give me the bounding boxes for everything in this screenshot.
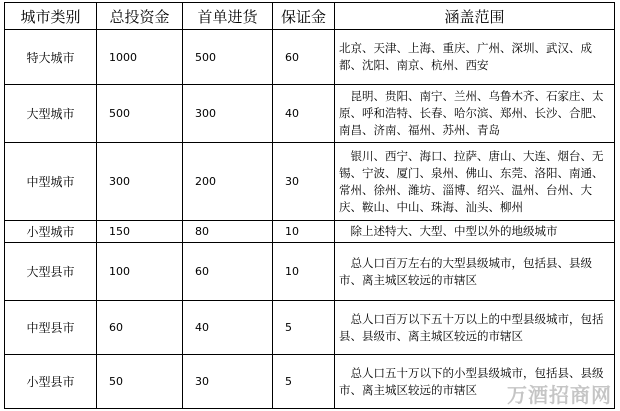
investment-cell: 150 xyxy=(97,221,183,243)
city-type-cell: 特大城市 xyxy=(5,30,97,85)
header-city-type: 城市类别 xyxy=(5,3,97,30)
first-order-cell: 30 xyxy=(183,355,273,409)
table-row xyxy=(5,243,615,301)
table-row xyxy=(5,143,615,221)
investment-cell: 500 xyxy=(97,85,183,143)
investment-cell: 60 xyxy=(97,301,183,355)
table-row xyxy=(5,301,615,355)
header-deposit: 保证金 xyxy=(273,3,335,30)
coverage-cell: 北京、天津、上海、重庆、广州、深圳、武汉、成都、沈阳、南京、杭州、西安 xyxy=(335,30,615,85)
deposit-cell: 10 xyxy=(273,221,335,243)
table-row xyxy=(5,85,615,143)
investment-cell: 100 xyxy=(97,243,183,301)
deposit-cell: 5 xyxy=(273,355,335,409)
deposit-cell: 10 xyxy=(273,243,335,301)
city-type-cell: 小型城市 xyxy=(5,221,97,243)
deposit-cell: 5 xyxy=(273,301,335,355)
coverage-cell: 除上述特大、大型、中型以外的地级城市 xyxy=(335,221,615,243)
coverage-cell: 昆明、贵阳、南宁、兰州、乌鲁木齐、石家庄、太原、呼和浩特、长春、哈尔滨、郑州、长沙、合肥、南昌、济南、福州、苏州、青岛 xyxy=(335,85,615,143)
first-order-cell: 60 xyxy=(183,243,273,301)
city-type-cell: 大型县市 xyxy=(5,243,97,301)
city-type-cell: 中型城市 xyxy=(5,143,97,221)
investment-cell: 50 xyxy=(97,355,183,409)
watermark: 万酒招商网 xyxy=(507,383,612,407)
investment-cell: 1000 xyxy=(97,30,183,85)
city-type-cell: 中型县市 xyxy=(5,301,97,355)
header-total-investment: 总投资金 xyxy=(97,3,183,30)
deposit-cell: 30 xyxy=(273,143,335,221)
table-row xyxy=(5,221,615,243)
coverage-cell: 总人口百万左右的大型县级城市，包括县、县级市、离主城区较远的市辖区 xyxy=(335,243,615,301)
first-order-cell: 500 xyxy=(183,30,273,85)
city-type-cell: 小型县市 xyxy=(5,355,97,409)
deposit-cell: 60 xyxy=(273,30,335,85)
header-row xyxy=(5,3,615,30)
header-first-order: 首单进货 xyxy=(183,3,273,30)
deposit-cell: 40 xyxy=(273,85,335,143)
header-coverage: 涵盖范围 xyxy=(335,3,615,30)
coverage-cell: 总人口百万以下五十万以上的中型县级城市，包括县、县级市、离主城区较远的市辖区 xyxy=(335,301,615,355)
table-row xyxy=(5,30,615,85)
first-order-cell: 200 xyxy=(183,143,273,221)
coverage-cell: 总人口五十万以下的小型县级城市，包括县、县级市、离主城区较远的市辖区 xyxy=(335,355,615,409)
first-order-cell: 80 xyxy=(183,221,273,243)
first-order-cell: 40 xyxy=(183,301,273,355)
first-order-cell: 300 xyxy=(183,85,273,143)
coverage-cell: 银川、西宁、海口、拉萨、唐山、大连、烟台、无锡、宁波、厦门、泉州、佛山、东莞、洛阳、南通、常州、徐州、潍坊、淄博、绍兴、温州、台州、大庆、鞍山、中山、珠海、汕头、柳州 xyxy=(335,143,615,221)
investment-cell: 300 xyxy=(97,143,183,221)
franchise-table xyxy=(4,2,615,409)
city-type-cell: 大型城市 xyxy=(5,85,97,143)
